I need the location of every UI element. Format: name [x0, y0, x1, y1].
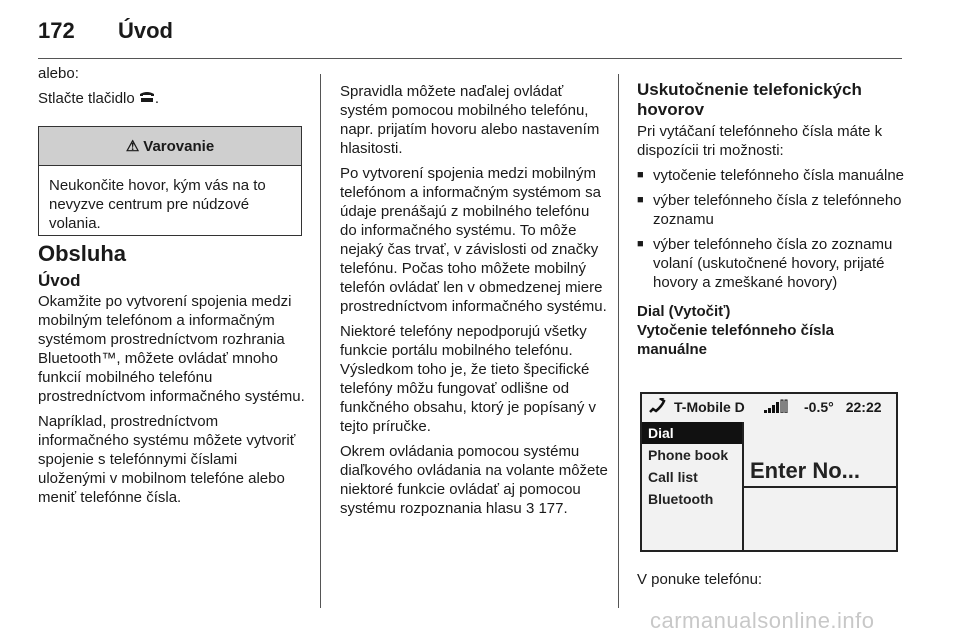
- paragraph-options: Pri vytáčaní telefónneho čísla máte k dispozícii tri možnosti:: [637, 123, 883, 159]
- column-1-top: [38, 64, 302, 114]
- page-number: 172: [38, 18, 75, 43]
- column-3: [637, 80, 905, 359]
- warning-box: [38, 126, 302, 236]
- column-2: [340, 82, 608, 524]
- temperature-readout: -0.5°: [804, 399, 834, 415]
- header-divider: [38, 58, 902, 59]
- paragraph-voice: Okrem ovládania pomocou systému diaľkového ovládania na volante môžete niektoré funkcie ovládať aj pomocou systému rozpoznania hlasu 3 177.: [340, 443, 608, 517]
- warning-title: Varovanie: [143, 137, 215, 155]
- menu-item-phone-book[interactable]: Phone book: [648, 447, 729, 463]
- phone-icon: [648, 398, 668, 417]
- paragraph-intro: Okamžite po vytvorení spojenia medzi mobilným telefónom a informačným systémom prostredníctvom rozhrania Bluetooth™, môžete ovládať mnoho funkcií mobilného telefónu prostredníctvom informačného systému.: [38, 293, 305, 405]
- dial-panel: [744, 422, 896, 550]
- column-1-bottom: [38, 241, 306, 513]
- watermark: carmanualsonline.info: [650, 608, 875, 633]
- calls-heading: Uskutočnenie telefonických hovorov: [637, 80, 862, 119]
- dial-panel-divider: [744, 486, 896, 488]
- section-heading: Obsluha: [38, 241, 127, 266]
- column-divider-2: [618, 74, 619, 608]
- warning-text: Neukončite hovor, kým vás na to nevyzve centrum pre núdzové volania.: [49, 177, 266, 232]
- phone-handset-icon: [139, 89, 155, 108]
- paragraph-example: Napríklad, prostredníctvom informačného systému môžete vytvoriť spojenie s telefónnymi číslami uloženými v mobilnom telefóne alebo meniť telefónne čísla.: [38, 413, 296, 506]
- carrier-name: T-Mobile D: [674, 399, 745, 415]
- list-item: ■ výber telefónneho čísla z telefónneho zoznamu: [637, 191, 905, 229]
- warning-triangle-icon: ⚠: [125, 138, 140, 155]
- phone-display-figure: [640, 392, 898, 552]
- signal-strength-icon: [764, 399, 790, 416]
- phone-menu: [642, 422, 744, 550]
- options-list: [637, 166, 905, 292]
- column-divider-1: [320, 74, 321, 608]
- list-item: ■ výber telefónneho čísla zo zoznamu volaní (uskutočnené hovory, prijaté hovory a zmeškané hovory): [637, 235, 905, 292]
- manual-dial-heading: Vytočenie telefónneho čísla manuálne: [637, 322, 834, 358]
- subsection-heading: Úvod: [38, 271, 81, 290]
- paragraph-compat: Niektoré telefóny nepodporujú všetky funkcie portálu mobilného telefónu. Výsledkom toho je, že tieto špecifické telefóny môžu fungovať odlišne od funkčného obsahu, ktorý je popísaný v tejto príručke.: [340, 323, 596, 435]
- paragraph-press-button: Stlačte tlačidlo .: [38, 90, 160, 107]
- menu-item-dial[interactable]: Dial: [642, 422, 742, 444]
- dial-heading: Dial (Vytočiť): [637, 303, 731, 320]
- enter-number-prompt: Enter No...: [750, 458, 861, 483]
- status-bar: [642, 394, 896, 420]
- menu-item-bluetooth[interactable]: Bluetooth: [648, 491, 714, 507]
- page-reference-link[interactable]: 3 177.: [525, 500, 568, 517]
- page-title: Úvod: [118, 18, 173, 43]
- menu-item-call-list[interactable]: Call list: [648, 469, 698, 485]
- clock-readout: 22:22: [845, 399, 882, 415]
- figure-caption: V ponuke telefónu:: [637, 571, 763, 588]
- paragraph-transfer: Po vytvorení spojenia medzi mobilným telefónom a informačným systémom sa údaje prenášajú z mobilného telefónu do informačného systému. To môže nejaký čas trvať, v závislosti od značky telefónu. Počas toho môžete mobilný telefón ovládať len v obmedzenej miere prostredníctvom informačného systému.: [340, 165, 607, 315]
- paragraph-control: Spravidla môžete naďalej ovládať systém pomocou mobilného telefónu, napr. prijatím hovoru alebo nastavením hlasitosti.: [340, 83, 600, 157]
- list-item: ■ vytočenie telefónneho čísla manuálne: [637, 166, 905, 185]
- paragraph-alebo: alebo:: [38, 65, 79, 82]
- warning-header: [39, 127, 301, 166]
